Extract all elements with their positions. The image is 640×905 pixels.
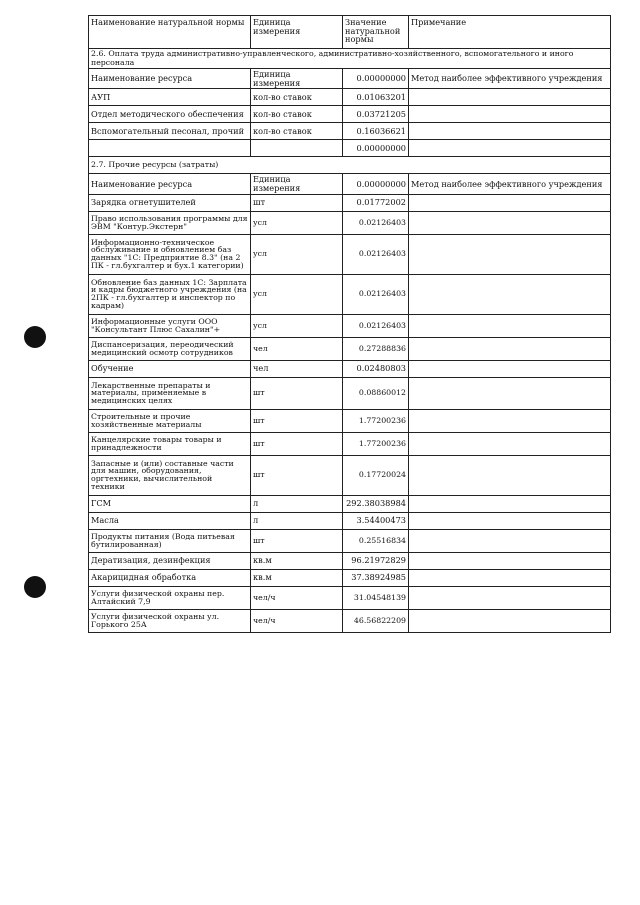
cell-name: Наименование ресурса xyxy=(89,174,251,194)
cell-value: 96.21972829 xyxy=(343,552,409,569)
cell-unit: шт xyxy=(251,455,343,495)
cell-name: Запасные и (или) составные части для машин, оборудования, оргтехники, вычислительной техники xyxy=(89,455,251,495)
table-row xyxy=(89,609,611,632)
cell-name: Акарицидная обработка xyxy=(89,569,251,586)
cell-value: 292.38038984 xyxy=(343,495,409,512)
table-row xyxy=(89,314,611,337)
table-row xyxy=(89,409,611,432)
cell-note xyxy=(409,140,611,157)
cell-value: 0.27288836 xyxy=(343,337,409,360)
cell-value: 0.16036621 xyxy=(343,123,409,140)
cell-note xyxy=(409,314,611,337)
cell-note xyxy=(409,274,611,314)
cell-value: 0.08860012 xyxy=(343,377,409,409)
cell-value: 0.01772002 xyxy=(343,194,409,211)
cell-unit: чел xyxy=(251,337,343,360)
cell-value: 0.02126403 xyxy=(343,211,409,234)
cell-name: Дератизация, дезинфекция xyxy=(89,552,251,569)
cell-note xyxy=(409,377,611,409)
cell-unit: кв.м xyxy=(251,552,343,569)
table-row xyxy=(89,360,611,377)
table-row xyxy=(89,455,611,495)
table-header-row xyxy=(89,16,611,49)
table-row xyxy=(89,529,611,552)
cell-note xyxy=(409,529,611,552)
cell-unit: шт xyxy=(251,432,343,455)
cell-unit: кол-во ставок xyxy=(251,106,343,123)
cell-name: Канцелярские товары товары и принадлежности xyxy=(89,432,251,455)
cell-name: Строительные и прочие хозяйственные материалы xyxy=(89,409,251,432)
table-row xyxy=(89,552,611,569)
cell-note xyxy=(409,360,611,377)
cell-unit: шт xyxy=(251,377,343,409)
cell-value: 46.56822209 xyxy=(343,609,409,632)
cell-name: Наименование ресурса xyxy=(89,69,251,89)
cell-note xyxy=(409,106,611,123)
binder-hole-mark xyxy=(24,326,46,348)
cell-name: Обучение xyxy=(89,360,251,377)
cell-value: 3.54400473 xyxy=(343,512,409,529)
cell-value: 0.17720024 xyxy=(343,455,409,495)
cell-value: 1.77200236 xyxy=(343,409,409,432)
cell-note: Метод наиболее эффективного учреждения xyxy=(409,174,611,194)
cell-value: 0.00000000 xyxy=(343,140,409,157)
table-row xyxy=(89,123,611,140)
cell-unit: шт xyxy=(251,409,343,432)
table-row xyxy=(89,234,611,274)
cell-note xyxy=(409,495,611,512)
cell-name: Зарядка огнетушителей xyxy=(89,194,251,211)
cell-name: Информационно-техническое обслуживание и обновлением баз данных "1С: Предприятие 8.3" (на 2 ПК - гл.бухгалтер и бух.1 категории) xyxy=(89,234,251,274)
cell-value: 1.77200236 xyxy=(343,432,409,455)
table-row xyxy=(89,337,611,360)
cell-value: 0.25516834 xyxy=(343,529,409,552)
cell-value: 0.00000000 xyxy=(343,174,409,194)
header-unit: Единица измерения xyxy=(251,16,343,49)
cell-value: 0.03721205 xyxy=(343,106,409,123)
cell-name: Услуги физической охраны пер. Алтайский 7,9 xyxy=(89,586,251,609)
header-note: Примечание xyxy=(409,16,611,49)
table-row xyxy=(89,512,611,529)
cell-unit: усл xyxy=(251,274,343,314)
cell-note xyxy=(409,512,611,529)
table-row xyxy=(89,140,611,157)
cell-unit: кв.м xyxy=(251,569,343,586)
table-row xyxy=(89,495,611,512)
cell-name: Лекарственные препараты и материалы, применяемые в медицинских целях xyxy=(89,377,251,409)
cell-unit: кол-во ставок xyxy=(251,123,343,140)
header-value: Значение натуральной нормы xyxy=(343,16,409,49)
cell-unit: усл xyxy=(251,211,343,234)
cell-unit: чел xyxy=(251,360,343,377)
table-row xyxy=(89,69,611,89)
cell-note: Метод наиболее эффективного учреждения xyxy=(409,69,611,89)
table-row xyxy=(89,274,611,314)
binder-hole-mark xyxy=(24,576,46,598)
cell-note xyxy=(409,552,611,569)
header-name: Наименование натуральной нормы xyxy=(89,16,251,49)
section-title-row xyxy=(89,157,611,174)
cell-value: 0.00000000 xyxy=(343,69,409,89)
table-row xyxy=(89,89,611,106)
cell-value: 0.01063201 xyxy=(343,89,409,106)
cell-unit xyxy=(251,140,343,157)
section-26-title: 2.6. Оплата труда административно-управленческого, административно-хозяйственного, вспомогательного и иного персонала xyxy=(89,49,611,69)
cell-note xyxy=(409,194,611,211)
cell-unit: кол-во ставок xyxy=(251,89,343,106)
section-title-row xyxy=(89,49,611,69)
cell-note xyxy=(409,609,611,632)
cell-value: 37.38924985 xyxy=(343,569,409,586)
table-row xyxy=(89,174,611,194)
table-row xyxy=(89,106,611,123)
cell-name: Информационные услуги ООО "Консультант Плюс Сахалин"+ xyxy=(89,314,251,337)
cell-name: Право использования программы для ЭВМ "Контур.Экстерн" xyxy=(89,211,251,234)
cell-unit: шт xyxy=(251,194,343,211)
cell-unit: Единица измерения xyxy=(251,69,343,89)
cell-name: Услуги физической охраны ул. Горького 25А xyxy=(89,609,251,632)
cell-name: ГСМ xyxy=(89,495,251,512)
cell-note xyxy=(409,432,611,455)
cell-unit: л xyxy=(251,512,343,529)
cell-note xyxy=(409,337,611,360)
table-row xyxy=(89,586,611,609)
table-row xyxy=(89,569,611,586)
cell-name: АУП xyxy=(89,89,251,106)
cell-unit: усл xyxy=(251,314,343,337)
cell-note xyxy=(409,455,611,495)
cell-unit: усл xyxy=(251,234,343,274)
cell-note xyxy=(409,211,611,234)
cell-value: 0.02480803 xyxy=(343,360,409,377)
cell-note xyxy=(409,409,611,432)
cell-note xyxy=(409,234,611,274)
cell-value: 0.02126403 xyxy=(343,274,409,314)
cell-unit: шт xyxy=(251,529,343,552)
document-page xyxy=(88,15,610,633)
table-row xyxy=(89,432,611,455)
cell-note xyxy=(409,586,611,609)
cell-value: 0.02126403 xyxy=(343,234,409,274)
cell-name: Диспансеризация, переодический медицинский осмотр сотрудников xyxy=(89,337,251,360)
cell-name: Продукты питания (Вода питьевая бутилированная) xyxy=(89,529,251,552)
cell-unit: Единица измерения xyxy=(251,174,343,194)
cell-name xyxy=(89,140,251,157)
table-row xyxy=(89,211,611,234)
cell-unit: л xyxy=(251,495,343,512)
table-row xyxy=(89,194,611,211)
section-27-title: 2.7. Прочие ресурсы (затраты) xyxy=(89,157,611,174)
cell-unit: чел/ч xyxy=(251,609,343,632)
norms-table xyxy=(88,15,611,633)
cell-name: Обновление баз данных 1С: Зарплата и кадры бюджетного учреждения (на 2ПК - гл.бухгалтер и инспектор по кадрам) xyxy=(89,274,251,314)
cell-note xyxy=(409,89,611,106)
table-row xyxy=(89,377,611,409)
cell-note xyxy=(409,569,611,586)
cell-name: Масла xyxy=(89,512,251,529)
cell-name: Отдел методического обеспечения xyxy=(89,106,251,123)
cell-name: Вспомогательный песонал, прочий xyxy=(89,123,251,140)
cell-value: 0.02126403 xyxy=(343,314,409,337)
cell-value: 31.04548139 xyxy=(343,586,409,609)
cell-unit: чел/ч xyxy=(251,586,343,609)
cell-note xyxy=(409,123,611,140)
